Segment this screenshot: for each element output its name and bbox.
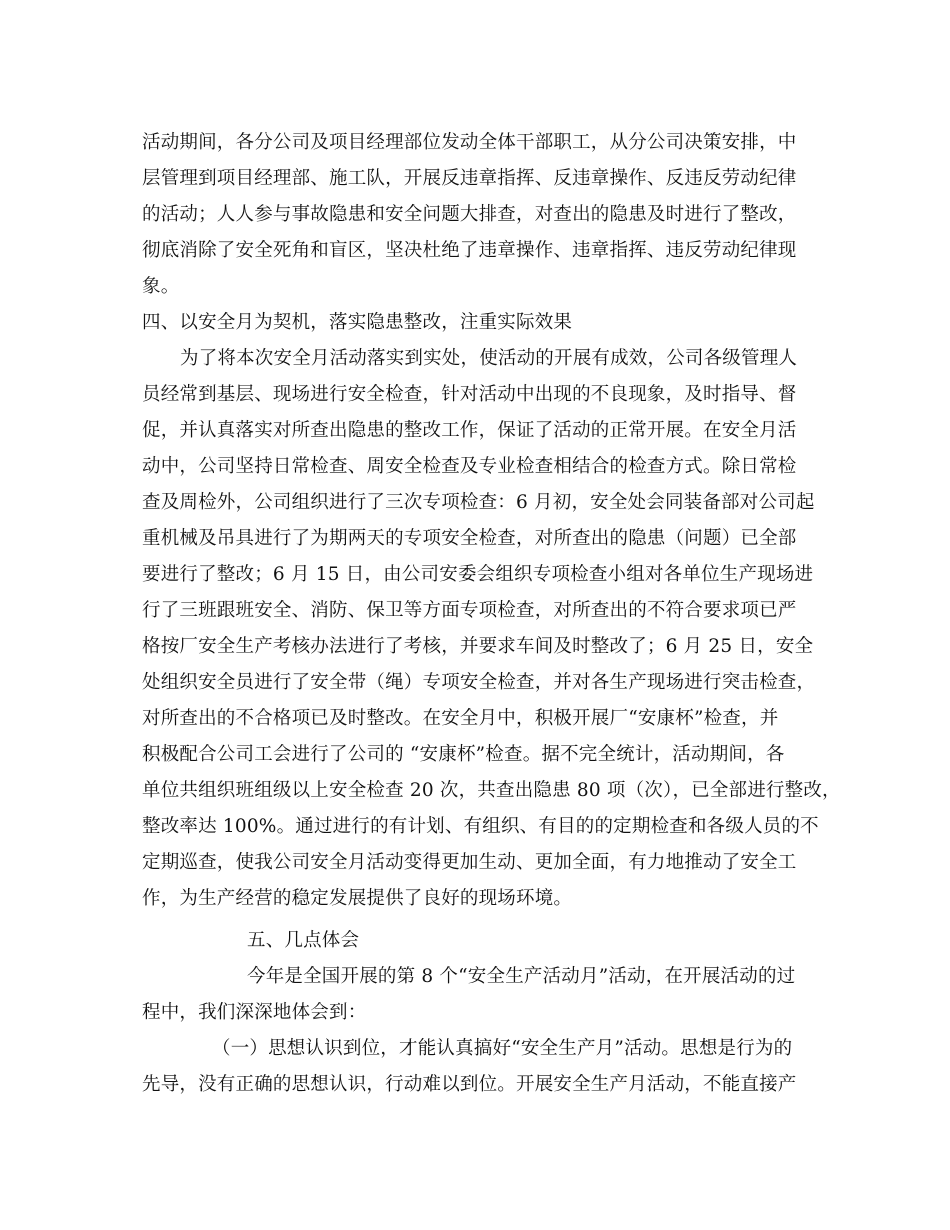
text-line: 象。 [142, 276, 180, 297]
text-line: 对所查出的不合格项已及时整改。在安全月中，积极开展厂“安康杯”检查，并 [142, 708, 779, 729]
section-heading: 四、以安全月为契机，落实隐患整改，注重实际效果 [142, 312, 573, 333]
text-line: 的活动；人人参与事故隐患和安全问题大排查，对查出的隐患及时进行了整改， [142, 204, 797, 225]
text-line: 重机械及吊具进行了为期两天的专项安全检查，对所查出的隐患（问题）已全部 [142, 528, 797, 549]
text-line: 程中，我们深深地体会到： [142, 1002, 367, 1023]
text-line: 格按厂安全生产考核办法进行了考核，并要求车间及时整改了；6 月 25 日，安全 [142, 636, 814, 657]
text-line: 处组织安全员进行了安全带（绳）专项安全检查，并对各生产现场进行突击检查， [142, 672, 816, 693]
text-line: 积极配合公司工会进行了公司的 “安康杯”检查。据不完全统计，活动期间，各 [142, 744, 785, 765]
text-line: 先导，没有正确的思想认识，行动难以到位。开展安全生产月活动，不能直接产 [142, 1074, 797, 1095]
text-line: 定期巡查，使我公司安全月活动变得更加生动、更加全面，有力地推动了安全工 [142, 852, 797, 873]
text-line: 活动期间，各分公司及项目经理部位发动全体干部职工，从分公司决策安排，中 [142, 132, 797, 153]
text-line: 促，并认真落实对所查出隐患的整改工作，保证了活动的正常开展。在安全月活 [142, 420, 797, 441]
text-line: 要进行了整改；6 月 15 日，由公司安委会组织专项检查小组对各单位生产现场进 [142, 564, 814, 585]
text-line: 单位共组织班组级以上安全检查 20 次，共查出隐患 80 项（次），已全部进行整改， [142, 780, 841, 801]
text-line: 动中，公司坚持日常检查、周安全检查及专业检查相结合的检查方式。除日常检 [142, 456, 797, 477]
text-line: 整改率达 100%。通过进行的有计划、有组织、有目的的定期检查和各级人员的不 [142, 816, 819, 837]
text-line: （一）思想认识到位，才能认真搞好“安全生产月”活动。思想是行为的 [212, 1038, 793, 1059]
text-line: 员经常到基层、现场进行安全检查，针对活动中出现的不良现象，及时指导、督 [142, 384, 797, 405]
text-line: 彻底消除了安全死角和盲区，坚决杜绝了违章操作、违章指挥、违反劳动纪律现 [142, 240, 797, 261]
text-line: 查及周检外，公司组织进行了三次专项检查：6 月初，安全处会同装备部对公司起 [142, 492, 815, 513]
section-heading: 五、几点体会 [247, 930, 360, 951]
text-line: 行了三班跟班安全、消防、保卫等方面专项检查，对所查出的不符合要求项已严 [142, 600, 797, 621]
text-line: 作，为生产经营的稳定发展提供了良好的现场环境。 [142, 888, 573, 909]
text-line: 今年是全国开展的第 8 个“安全生产活动月”活动，在开展活动的过 [247, 966, 796, 987]
text-line: 为了将本次安全月活动落实到实处，使活动的开展有成效，公司各级管理人 [180, 348, 798, 369]
text-line: 层管理到项目经理部、施工队，开展反违章指挥、反违章操作、反违反劳动纪律 [142, 168, 797, 189]
